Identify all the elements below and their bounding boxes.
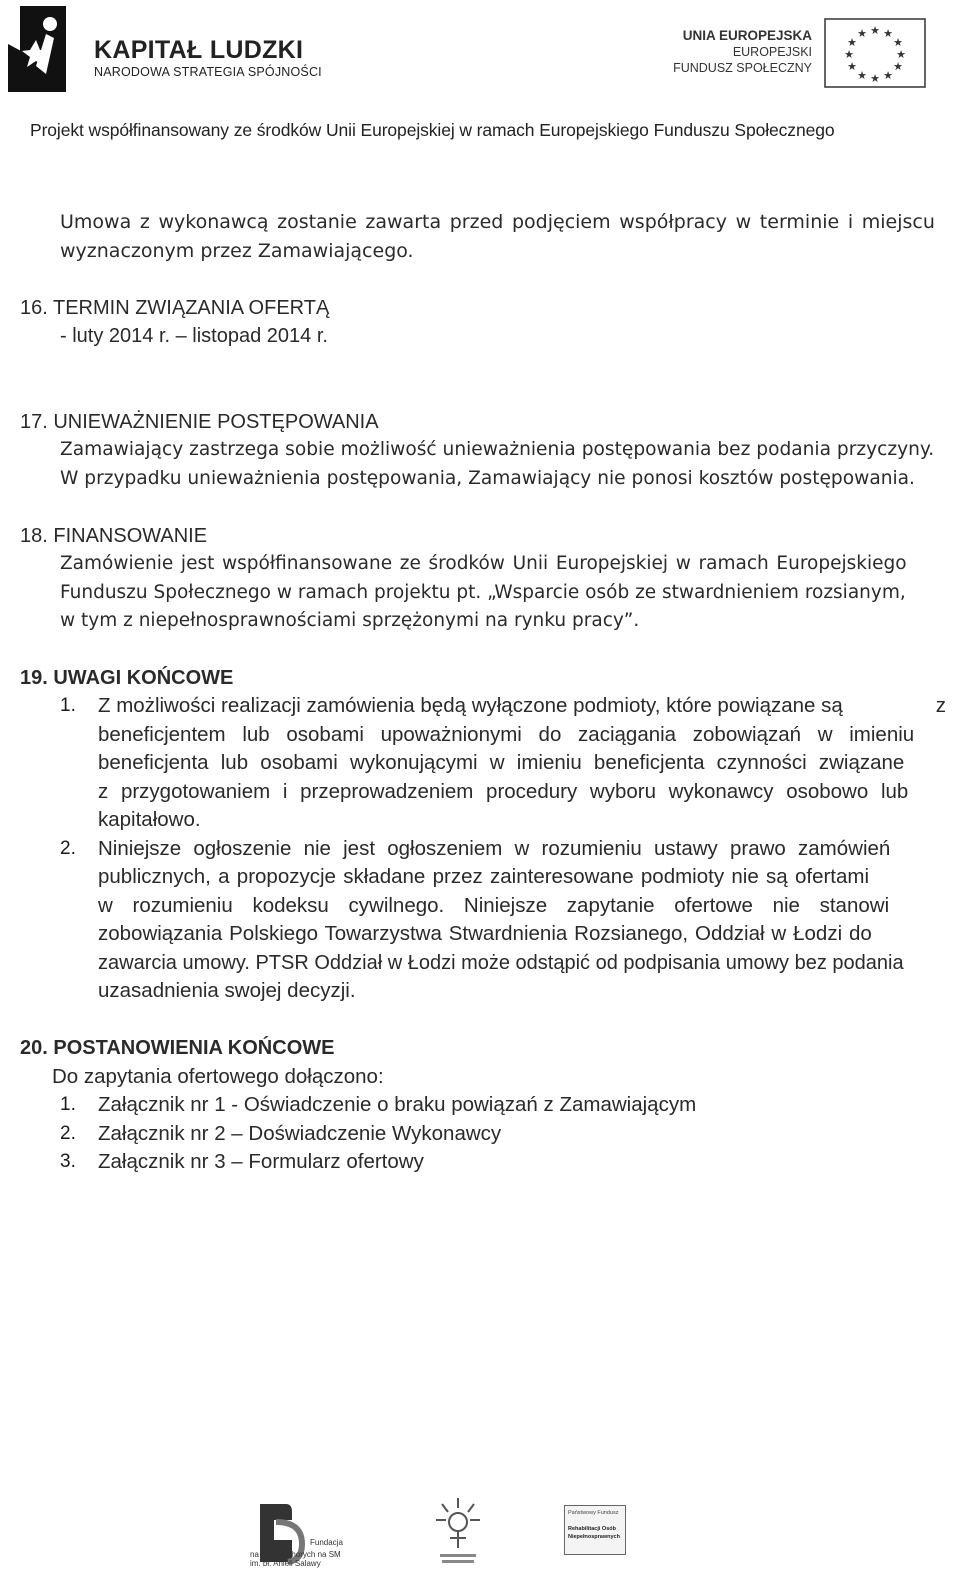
s19-item1-line5: kapitałowo.: [98, 808, 201, 831]
svg-text:★: ★: [847, 60, 857, 73]
pfron-line2: Rehabilitacji Osób: [568, 1526, 616, 1532]
s19-item2-line4: zobowiązania Polskiego Towarzystwa Stwardnienia Rozsianego, Oddział w Łodzi do: [98, 922, 872, 945]
s19-item2-line3: w rozumieniu kodeksu cywilnego. Niniejsze zapytanie ofertowe nie stanowi: [98, 894, 890, 917]
svg-text:★: ★: [870, 24, 880, 37]
s20-item2-number: 2.: [60, 1123, 76, 1144]
s19-item1-line1: [98, 692, 946, 720]
svg-text:★: ★: [857, 69, 867, 82]
s19-item1-line3: beneficjenta lub osobami wykonującymi w imieniu beneficjenta czynności związane: [98, 751, 905, 774]
s19-item2-line2: publicznych, a propozycje składane przez zainteresowane podmioty nie są ofertami: [98, 865, 870, 888]
pfron-logo: [564, 1505, 626, 1555]
svg-text:★: ★: [893, 36, 903, 49]
section-16-heading: 16. TERMIN ZWIĄZANIA OFERTĄ: [20, 297, 330, 319]
s19-item2-line1: Niniejsze ogłoszenie nie jest ogłoszeniem w rozumieniu ustawy prawo zamówień: [98, 837, 891, 860]
svg-text:★: ★: [857, 27, 867, 40]
s20-item1-text: Załącznik nr 1 - Oświadczenie o braku powiązań z Zamawiającym: [98, 1093, 697, 1116]
s19-item1-line1-end: z: [935, 694, 946, 717]
s19-item1-line4: z przygotowaniem i przeprowadzeniem procedury wyboru wykonawcy osobowo lub: [98, 780, 909, 803]
section-18-line1: Zamówienie jest współfinansowane ze środków Unii Europejskiej w ramach Europejskiego: [60, 553, 907, 574]
ue-logo-text: [660, 28, 812, 76]
pfron-line3: Niepełnosprawnych: [568, 1534, 620, 1540]
kapital-ludzki-text: [94, 36, 322, 80]
section-17-line2: W przypadku unieważnienia postępowania, Zamawiający nie ponosi kosztów postępowania.: [60, 468, 915, 489]
ue-line1: UNIA EUROPEJSKA: [682, 28, 812, 43]
svg-text:★: ★: [847, 36, 857, 49]
section-18-heading: 18. FINANSOWANIE: [20, 525, 208, 547]
section-18-line3: w tym z niepełnosprawnościami sprzężonymi na rynku pracy”.: [60, 610, 640, 631]
svg-text:★: ★: [883, 27, 893, 40]
section-20-intro: Do zapytania ofertowego dołączono:: [52, 1065, 384, 1088]
s20-item1-number: 1.: [60, 1094, 76, 1115]
s19-item2-line5: zawarcia umowy. PTSR Oddział w Łodzi może odstąpić od podpisania umowy bez podania: [98, 952, 904, 974]
s19-item1-line1-text: Z możliwości realizacji zamówienia będą wyłączone podmioty, które powiązane są: [98, 694, 843, 717]
svg-text:★: ★: [844, 48, 854, 61]
intro-line1: [60, 208, 946, 236]
section-19-heading: 19. UWAGI KOŃCOWE: [20, 667, 234, 689]
ptsr-sun-icon: [432, 1494, 484, 1566]
svg-text:★: ★: [883, 69, 893, 82]
svg-text:★: ★: [893, 60, 903, 73]
s19-item1-line2: beneficjentem lub osobami upoważnionymi do zaciągania zobowiązań w imieniu: [98, 723, 915, 746]
s20-item3-number: 3.: [60, 1151, 76, 1172]
section-17-line1: Zamawiający zastrzega sobie możliwość unieważnienia postępowania bez podania przyczyny.: [60, 439, 935, 460]
kapital-ludzki-subtitle: NARODOWA STRATEGIA SPÓJNOŚCI: [94, 65, 322, 79]
section-16-text: - luty 2014 r. – listopad 2014 r.: [60, 325, 328, 347]
eu-flag-icon: [824, 18, 926, 88]
svg-text:★: ★: [870, 72, 880, 85]
ptsr-logo: [432, 1494, 484, 1566]
ue-line2: EUROPEJSKI: [732, 45, 812, 59]
s19-item1-number: 1.: [60, 695, 76, 716]
s20-item3-text: Załącznik nr 3 – Formularz ofertowy: [98, 1150, 424, 1173]
intro-line1-text: Umowa z wykonawcą zostanie zawarta przed podjęciem współpracy w terminie i miejscu: [60, 211, 935, 233]
section-20-heading: 20. POSTANOWIENIA KOŃCOWE: [20, 1037, 335, 1059]
project-tagline: Projekt współfinansowany ze środków Unii Europejskiej w ramach Europejskiego Funduszu Społecznego: [30, 120, 835, 140]
kapital-ludzki-title: KAPITAŁ LUDZKI: [94, 36, 304, 64]
fundacja-line3: im. bł. Anieli Salawy: [250, 1559, 321, 1568]
section-17-heading: 17. UNIEWAŻNIENIE POSTĘPOWANIA: [20, 411, 379, 433]
kapital-ludzki-logo-icon: [6, 4, 70, 96]
section-18-line2: Funduszu Społecznego w ramach projektu pt. „Wsparcie osób ze stwardnieniem rozsianym,: [60, 582, 906, 603]
s20-item2-text: Załącznik nr 2 – Doświadczenie Wykonawcy: [98, 1122, 502, 1145]
intro-line2: wyznaczonym przez Zamawiającego.: [60, 240, 414, 262]
svg-text:★: ★: [896, 48, 906, 61]
fundacja-sm-logo: [250, 1500, 360, 1570]
page-header: [0, 0, 960, 150]
pfron-line1: Państwowy Fundusz: [568, 1510, 619, 1516]
fundacja-line1: Fundacja: [310, 1538, 343, 1547]
s19-item2-line6: uzasadnienia swojej decyzji.: [98, 979, 356, 1002]
s19-item2-number: 2.: [60, 838, 76, 859]
fundacja-line2: na Rzecz Chorych na SM: [250, 1550, 341, 1559]
ue-line3: FUNDUSZ SPOŁECZNY: [673, 61, 812, 75]
